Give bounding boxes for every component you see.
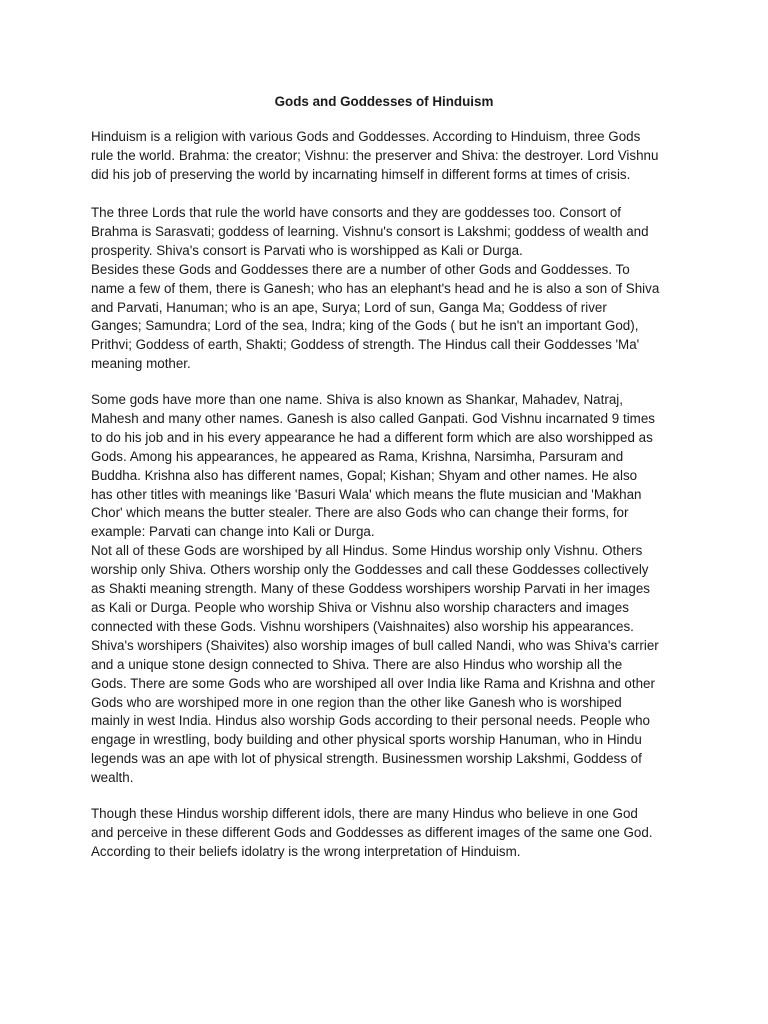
paragraph-line: did his job of preserving the world by incarnating himself in different forms at times of crisis.: [91, 166, 631, 182]
paragraph-line: Some gods have more than one name. Shiva is also known as Shankar, Mahadev, Natraj,: [91, 392, 623, 407]
document-title: Gods and Goddesses of Hinduism: [274, 94, 494, 109]
paragraph-conclusion: [91, 805, 681, 862]
paragraph-line: example: Parvati can change into Kali or Durga.: [91, 524, 375, 540]
paragraph-line: and a unique stone design connected to Shiva. There are also Hindus who worship all the: [91, 656, 623, 672]
paragraph-line: has other titles with meanings like 'Basuri Wala' which means the flute musician and 'Makhan: [91, 486, 642, 502]
paragraph-intro: [91, 128, 681, 185]
paragraph-line: Not all of these Gods are worshiped by all Hindus. Some Hindus worship only Vishnu. Others: [91, 543, 643, 559]
paragraph-line: worship only Shiva. Others worship only the Goddesses and call these Goddesses collectively: [91, 562, 649, 578]
paragraph-line: prosperity. Shiva's consort is Parvati who is worshipped as Kali or Durga.: [91, 242, 523, 258]
paragraph-line: Hinduism is a religion with various Gods and Goddesses. According to Hinduism, three Gods: [91, 129, 641, 144]
paragraph-line: and perceive in these different Gods and Goddesses as different images of the same one God.: [91, 824, 653, 840]
paragraph-line: Prithvi; Goddess of earth, Shakti; Goddess of strength. The Hindus call their Goddesses 'Ma': [91, 337, 640, 353]
paragraph-line: engage in wrestling, body building and other physical sports worship Hanuman, who in Hindu: [91, 732, 642, 748]
paragraph-names-and-worship: [91, 391, 681, 788]
paragraph-line: Ganges; Samundra; Lord of the sea, Indra; king of the Gods ( but he isn't an important God),: [91, 318, 639, 334]
paragraph-line: as Shakti meaning strength. Many of these Goddess worshipers worship Parvati in her images: [91, 581, 650, 597]
paragraph-line: Besides these Gods and Goddesses there are a number of other Gods and Goddesses. To: [91, 261, 630, 277]
paragraph-line: meaning mother.: [91, 356, 191, 372]
paragraph-line: wealth.: [91, 770, 134, 786]
paragraph-line: connected with these Gods. Vishnu worshipers (Vaishnaites) also worship his appearances.: [91, 618, 634, 634]
paragraph-line: Shiva's worshipers (Shaivites) also worship images of bull called Nandi, who was Shiva's carrier: [91, 637, 659, 653]
paragraph-line: to do his job and in his every appearance he had a different form which are also worshipped as: [91, 429, 653, 445]
paragraph-line: legends was an ape with lot of physical strength. Businessmen worship Lakshmi, Goddess of: [91, 751, 642, 767]
paragraph-line: The three Lords that rule the world have consorts and they are goddesses too. Consort of: [91, 205, 621, 220]
paragraph-line: Chor' which means the butter stealer. There are also Gods who can change their forms, for: [91, 505, 629, 521]
paragraph-line: Though these Hindus worship different idols, there are many Hindus who believe in one God: [91, 806, 638, 821]
paragraph-line: rule the world. Brahma: the creator; Vishnu: the preserver and Shiva: the destroyer. Lord Vishnu: [91, 147, 659, 163]
paragraph-line: Mahesh and many other names. Ganesh is also called Ganpati. God Vishnu incarnated 9 times: [91, 410, 655, 426]
paragraph-line: as Kali or Durga. People who worship Shiva or Vishnu also worship characters and images: [91, 599, 629, 615]
paragraph-line: and Parvati, Hanuman; who is an ape, Surya; Lord of sun, Ganga Ma; Goddess of river: [91, 299, 607, 315]
paragraph-line: mainly in west India. Hindus also worship Gods according to their personal needs. People who: [91, 713, 650, 729]
paragraph-line: name a few of them, there is Ganesh; who has an elephant's head and he is also a son of Shiva: [91, 280, 660, 296]
paragraph-line: Gods. There are some Gods who are worshiped all over India like Rama and Krishna and other: [91, 675, 655, 691]
paragraph-line: Gods. Among his appearances, he appeared as Rama, Krishna, Narsimha, Parsuram and: [91, 448, 624, 464]
paragraph-line: Gods who are worshiped more in one region than the other like Ganesh who is worshiped: [91, 694, 622, 710]
paragraph-consorts: [91, 204, 681, 374]
paragraph-line: Buddha. Krishna also has different names, Gopal; Kishan; Shyam and other names. He also: [91, 467, 638, 483]
paragraph-line: Brahma is Sarasvati; goddess of learning. Vishnu's consort is Lakshmi; goddess of wealth and: [91, 223, 649, 239]
paragraph-line: According to their beliefs idolatry is the wrong interpretation of Hinduism.: [91, 843, 521, 859]
